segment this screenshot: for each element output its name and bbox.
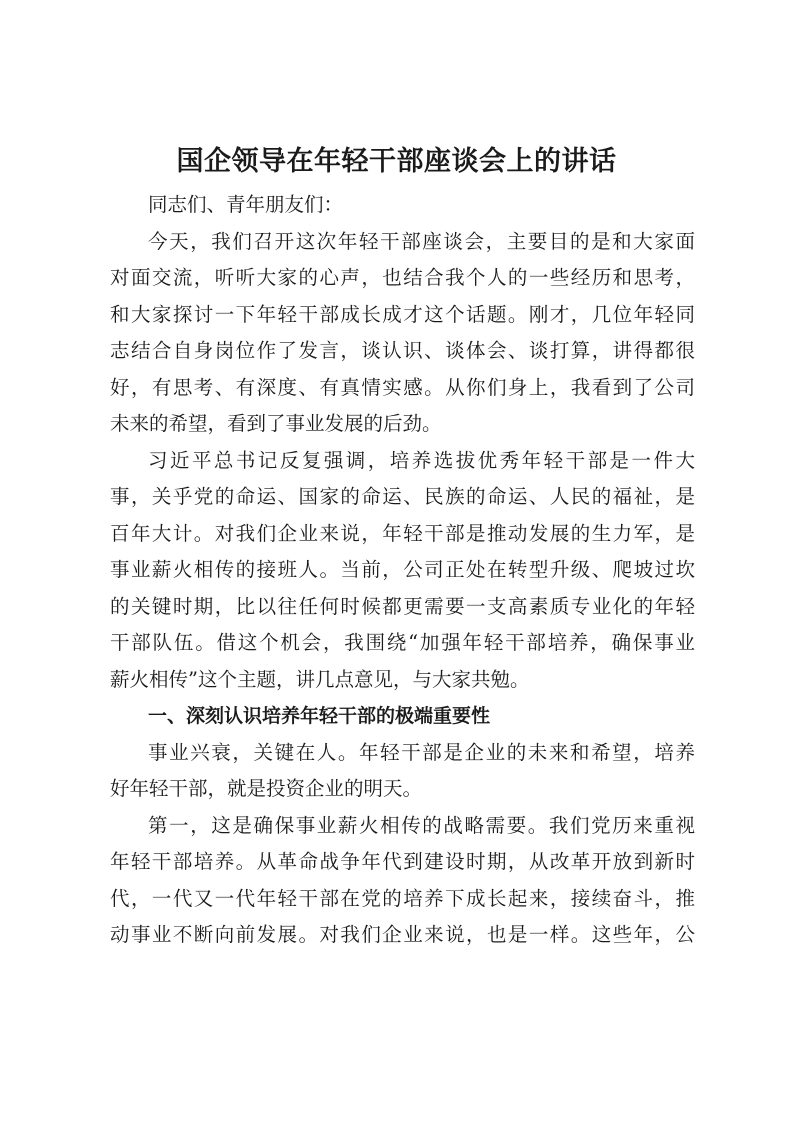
section-heading: 一、深刻认识培养年轻干部的极端重要性 <box>148 705 491 727</box>
text-line: 今天，我们召开这次年轻干部座谈会，主要目的是和大家面 <box>148 229 695 253</box>
text-line: 干部队伍。借这个机会，我围绕“加强年轻干部培养，确保事业 <box>110 631 695 654</box>
text-line: 事业薪火相传的接班人。当前，公司正处在转型升级、爬坡过坎 <box>110 558 695 581</box>
page-title: 国企领导在年轻干部座谈会上的讲话 <box>176 146 617 177</box>
text-line: 的关键时期，比以往任何时候都更需要一支高素质专业化的年轻 <box>110 594 695 618</box>
text-line: 对面交流，听听大家的心声，也结合我个人的一些经历和思考， <box>110 266 695 289</box>
text-line: 事，关乎党的命运、国家的命运、民族的命运、人民的福祉，是 <box>110 485 695 508</box>
text-line: 薪火相传”这个主题，讲几点意见，与大家共勉。 <box>110 667 530 691</box>
text-line: 动事业不断向前发展。对我们企业来说，也是一样。这些年，公 <box>110 923 695 946</box>
text-line: 同志们、青年朋友们： <box>148 193 344 216</box>
text-line: 好年轻干部，就是投资企业的明天。 <box>110 777 423 800</box>
text-line: 事业兴衰，关键在人。年轻干部是企业的未来和希望，培养 <box>148 740 695 764</box>
text-line: 未来的希望，看到了事业发展的后劲。 <box>110 412 442 435</box>
text-line: 和大家探讨一下年轻干部成长成才这个话题。刚才，几位年轻同 <box>110 302 695 326</box>
text-line: 年轻干部培养。从革命战争年代到建设时期，从改革开放到新时 <box>110 850 695 873</box>
document-body <box>110 187 695 954</box>
text-line: 代，一代又一代年轻干部在党的培养下成长起来，接续奋斗，推 <box>110 886 695 910</box>
text-line: 好，有思考、有深度、有真情实感。从你们身上，我看到了公司 <box>110 375 695 399</box>
text-line: 志结合自身岗位作了发言，谈认识、谈体会、谈打算，讲得都很 <box>110 339 695 362</box>
text-line: 百年大计。对我们企业来说，年轻干部是推动发展的生力军，是 <box>110 521 695 545</box>
text-line: 习近平总书记反复强调，培养选拔优秀年轻干部是一件大 <box>148 448 695 472</box>
text-line: 第一，这是确保事业薪火相传的战略需要。我们党历来重视 <box>148 813 695 837</box>
